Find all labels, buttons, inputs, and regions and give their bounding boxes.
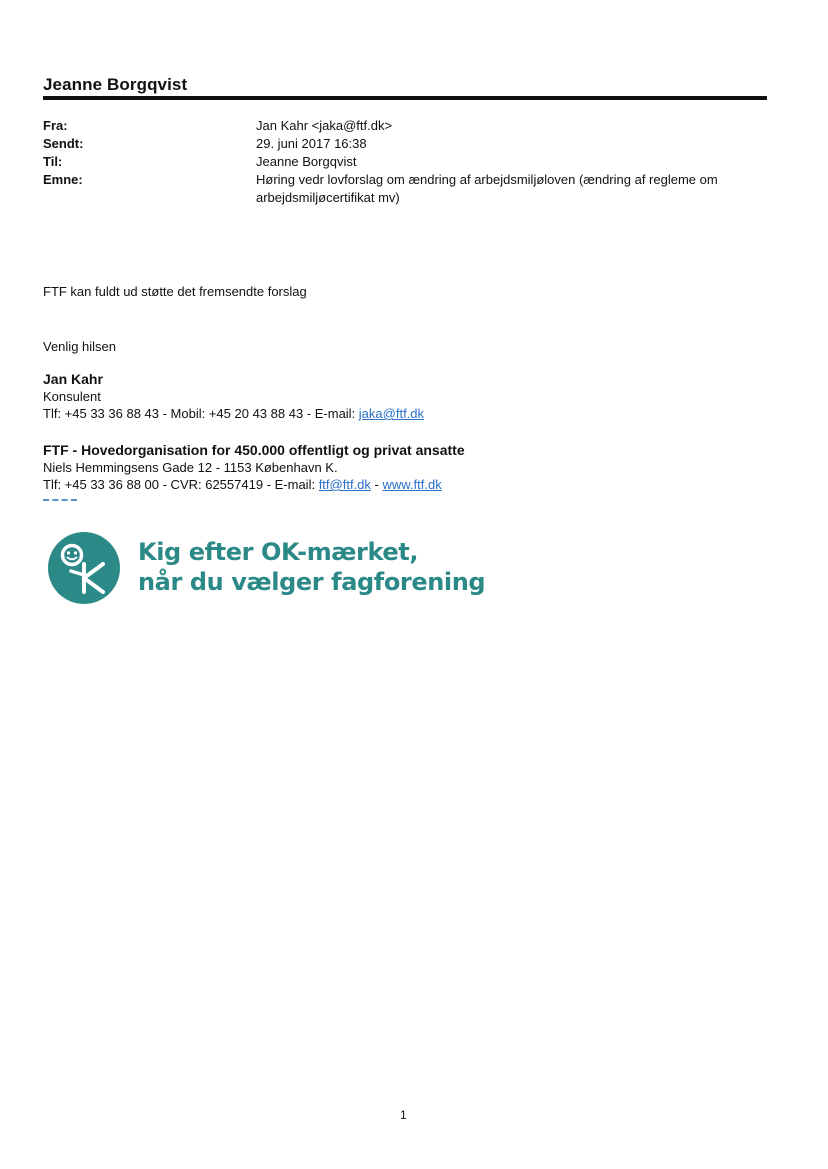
ok-logo-icon bbox=[47, 531, 121, 605]
header-divider bbox=[43, 96, 767, 100]
signature-contact-text: Tlf: +45 33 36 88 43 - Mobil: +45 20 43 88 43 - E-mail: bbox=[43, 406, 359, 421]
sent-label: Sendt: bbox=[43, 136, 84, 151]
to-value: Jeanne Borgqvist bbox=[256, 154, 357, 169]
banner-line-2: når du vælger fagforening bbox=[138, 568, 486, 596]
from-label: Fra: bbox=[43, 118, 68, 133]
organization-address: Niels Hemmingsens Gade 12 - 1153 København K. bbox=[43, 460, 338, 475]
from-value: Jan Kahr <jaka@ftf.dk> bbox=[256, 118, 393, 133]
message-body: FTF kan fuldt ud støtte det fremsendte forslag bbox=[43, 284, 307, 299]
to-label: Til: bbox=[43, 154, 63, 169]
signature-separator bbox=[43, 499, 77, 501]
link-separator: - bbox=[370, 477, 383, 492]
organization-name: FTF - Hovedorganisation for 450.000 offentligt og privat ansatte bbox=[43, 442, 465, 458]
greeting: Venlig hilsen bbox=[43, 339, 116, 354]
organization-contact bbox=[43, 476, 442, 493]
subject-value: Høring vedr lovforslag om ændring af arbejdsmiljøloven (ændring af regleme om arbejdsmiljøcertifikat mv) bbox=[256, 172, 718, 205]
signature-name: Jan Kahr bbox=[43, 371, 103, 387]
signature-title: Konsulent bbox=[43, 389, 101, 404]
organization-email-link[interactable]: ftf@ftf.dk bbox=[318, 477, 371, 492]
organization-website-link[interactable]: www.ftf.dk bbox=[382, 477, 442, 492]
signature-contact bbox=[43, 405, 424, 422]
subject-label: Emne: bbox=[43, 172, 83, 187]
signature-email-link[interactable]: jaka@ftf.dk bbox=[358, 406, 425, 421]
sent-value: 29. juni 2017 16:38 bbox=[256, 136, 367, 151]
ok-campaign-banner bbox=[138, 537, 485, 597]
page-number: 1 bbox=[400, 1108, 407, 1122]
mailbox-owner-name: Jeanne Borgqvist bbox=[43, 75, 188, 94]
banner-line-1: Kig efter OK-mærket, bbox=[138, 538, 419, 566]
organization-contact-text: Tlf: +45 33 36 88 00 - CVR: 62557419 - E-mail: bbox=[43, 477, 319, 492]
